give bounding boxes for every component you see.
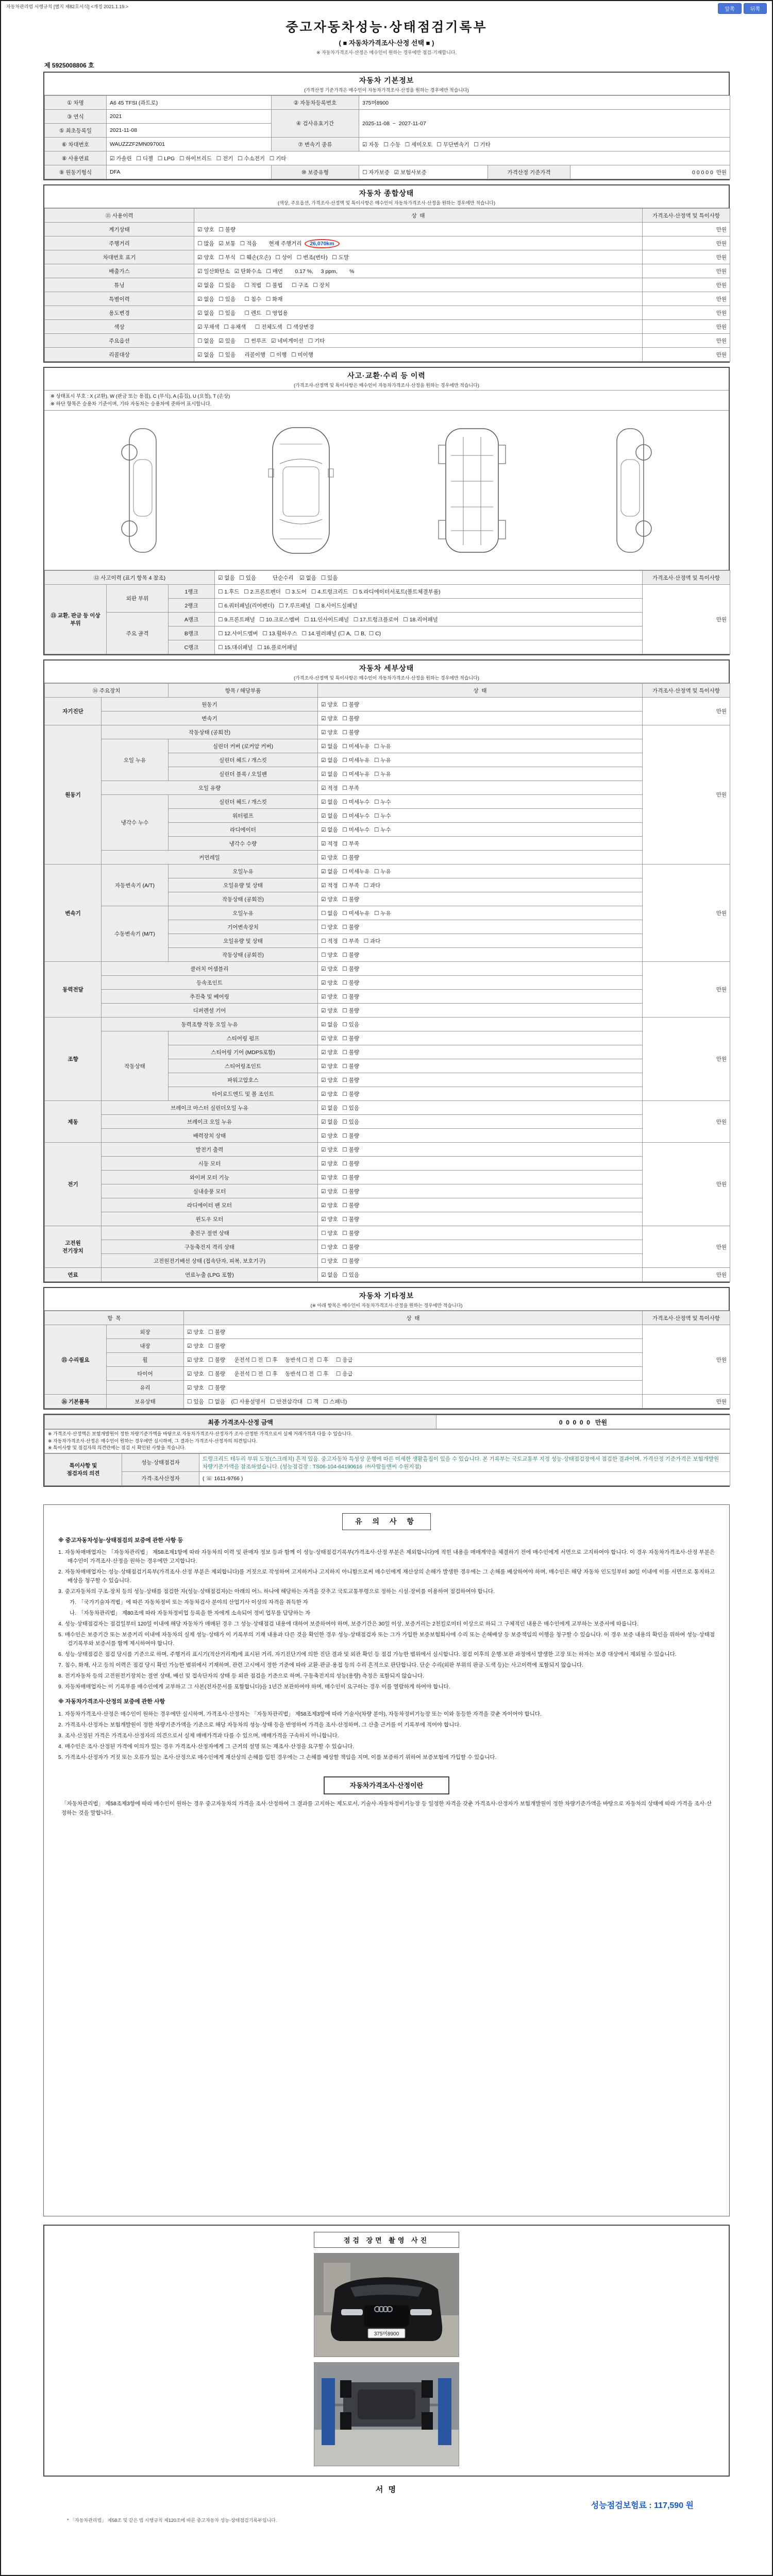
section-note-overall: (색상, 주요옵션, 가격조사·산정액 및 특이사항은 매수인이 자동차가격조사·산정을 원하는 경우에만 적습니다) <box>277 200 496 206</box>
table-cell: 파워고압호스 <box>169 1073 318 1087</box>
table-cell: ⑧ 사용연료 <box>45 151 107 165</box>
table-cell: ☑ 없음 ☐ 미세누유 ☐ 누유 <box>318 753 643 767</box>
legend-line-2: ※ 하단 항목은 승용차 기준이며, 기타 자동차는 승용차에 준하여 표시합니다. <box>51 401 212 408</box>
table-cell: ☑ 양호 ☐ 불량 <box>184 1381 643 1395</box>
table-cell: 추진축 및 베어링 <box>102 990 318 1004</box>
table-cell: ⑥ 차대번호 <box>45 138 107 151</box>
table-cell: 냉각수 누수 <box>102 795 169 851</box>
table-cell: 가격·조사산정자 <box>122 1471 199 1485</box>
table-cell: 최종 가격조사·산정 금액 <box>45 1415 436 1429</box>
table-cell: 실린더 블록 / 오일팬 <box>169 767 318 781</box>
table-cell: ☑ 양호 ☐ 불량 <box>318 1171 643 1184</box>
table-cell: 작동상태 (공회전) <box>102 725 318 739</box>
table-cell: 주행거리 <box>45 236 194 250</box>
table-cell: 상 태 <box>194 209 643 223</box>
table-cell: 배출가스 <box>45 264 194 278</box>
table-cell: 라디에이터 팬 모터 <box>102 1198 318 1212</box>
notice-head-b: ※ 자동차가격조사·산정의 보증에 관한 사항 <box>58 1699 165 1705</box>
table-cell: 만원 <box>643 698 730 725</box>
table-cell: ☑ 적정 ☐ 부족 <box>318 781 643 795</box>
table-cell: ☐ 양호 ☐ 불량 <box>318 1240 643 1254</box>
notice-paragraph: 가. 「국가기술자격법」에 따른 자동차정비 또는 자동차검사 분야의 산업기사 이상의 자격을 취득한 자 <box>70 1599 308 1606</box>
status-mark-legend <box>44 391 729 411</box>
table-cell: ☑ 없음 ☐ 있음 <box>318 1018 643 1031</box>
table-cell: ⑬ 교환, 판금 등 이상 부위 <box>45 585 107 654</box>
table-cell: ☑ 없음 ☐ 있음 ☐ 적법 ☐ 불법 ☐ 구조 ☐ 장치 <box>194 278 643 292</box>
table-cell: ☑ 양호 ☐ 불량 <box>318 1073 643 1087</box>
table-cell: 만원 <box>643 1101 730 1143</box>
table-cell: ☑ 양호 ☐ 불량 <box>318 1198 643 1212</box>
table-cell: 오일유량 및 상태 <box>169 878 318 892</box>
table-cell: 수동변속기 (M/T) <box>102 906 169 962</box>
table-cell: ☑ 양호 ☐ 불량 <box>318 1212 643 1226</box>
table-cell: 상 태 <box>184 1311 643 1325</box>
table-cell: ② 자동차등록번호 <box>272 96 359 110</box>
table-cell: ④ 검사유효기간 <box>272 110 359 138</box>
inspection-photo-front <box>314 2253 459 2357</box>
notice-paragraph: 1. 자동차매매업자는 「자동차관리법」 제58조제1항에 따라 자동차의 이력 및 판매자 정보 등과 함께 이 성능·상태점검기록부(가격조사·산정 부분은 제외합니다)에 적힌 내용을 매매계약을 체결하기 전에 매수인에게 서면으로 고지하여야 합니다. 이 경우 자동차가격조사·산정 부분은 매수인이 가격조사·산정을 원하는 경우에만 고지합니다. <box>58 1549 715 1565</box>
table-cell: 특별이력 <box>45 292 194 306</box>
legend-line-1: ※ 상태표시 부호 : X (교환), W (판금 또는 용접), C (부식), A (흠집), U (요철), T (손상) <box>51 394 230 399</box>
table-cell: ☑ 없음 ☐ 미세누수 ☐ 누수 <box>318 809 643 823</box>
table-cell: 0 0 0 0 0 만원 <box>570 165 730 179</box>
table-cell: 동력조향 작동 오일 누유 <box>102 1018 318 1031</box>
section-detail-condition <box>43 659 730 1283</box>
table-cell: 작동상태 (공회전) <box>169 948 318 962</box>
table-cell: 워터펌프 <box>169 809 318 823</box>
table-cell: ☑ 양호 ☐ 불량 <box>318 1031 643 1045</box>
table-cell: 용도변경 <box>45 306 194 320</box>
table-cell: ☑ 없음 ☐ 미세누유 ☐ 누유 <box>318 739 643 753</box>
table-cell: ① 차명 <box>45 96 107 110</box>
notice-paragraph: 5. 매수인은 보증기간 또는 보증거리 이내에 자동차의 실제 성능·상태가 이 기록부의 기재 내용과 다른 것을 확인한 경우 성능·상태점검자 또는 그가 가입한 보증보험회사에 수리 또는 손해배상 등 보증책임의 이행을 청구할 수 있습니다. 이 경우 보증 내용의 확인을 위하여 성능·상태점검기록부와 보증서를 함께 제시하여야 합니다. <box>58 1632 715 1647</box>
table-cell: 고전원 전기장치 <box>45 1226 102 1268</box>
table-cell: 와이퍼 모터 기능 <box>102 1171 318 1184</box>
table-cell: 배력장치 상태 <box>102 1129 318 1143</box>
table-cell: ☑ 양호 ☐ 불량 운전석 ☐ 전 ☐ 후 동반석 ☐ 전 ☐ 후 ☐ 응급 <box>184 1367 643 1381</box>
table-cell: 브레이크 오일 누유 <box>102 1115 318 1129</box>
table-cell: 만원 <box>643 292 730 306</box>
table-cell: 전기 <box>45 1143 102 1226</box>
table-cell: 클러치 어셈블리 <box>102 962 318 976</box>
table-cell: ☐ 9.프론트패널 ☐ 10.크로스멤버 ☐ 11.인사이드패널 ☐ 17.트렁크플로어 ☐ 18.리어패널 <box>215 613 643 626</box>
inspection-photo-underside <box>314 2362 459 2466</box>
section-title-etc: 자동차 기타정보 <box>359 1292 414 1300</box>
table-cell: ☐ 자가보증 ☑ 보험사보증 <box>359 165 488 179</box>
table-cell: ☐ 적정 ☐ 부족 ☐ 과다 <box>318 934 643 948</box>
table-cell: ☐ 없음 ☐ 미세누유 ☐ 누유 <box>318 906 643 920</box>
etc-info-table <box>44 1311 730 1409</box>
table-cell: ☑ 양호 ☐ 불량 <box>184 1339 643 1353</box>
table-cell: ☐ 1.후드 ☐ 2.프론트펜더 ☐ 3.도어 ☐ 4.트렁크리드 ☐ 5.라디에이터서포트(볼트체결부품) <box>215 585 643 599</box>
notice-paragraph: 5. 가격조사·산정자가 거짓 또는 오류가 있는 조사·산정으로 매수인에게 재산상의 손해를 입힌 경우에는 그 손해를 배상할 책임을 지며, 이를 보증하기 위하여 보증보험에 가입할 수 있습니다. <box>58 1754 497 1761</box>
table-cell: 만원 <box>643 962 730 1018</box>
table-cell: 실린더 헤드 / 개스킷 <box>169 795 318 809</box>
table-cell: 가격조사·산정액 및 특이사항 <box>643 1311 730 1325</box>
signature-label: 서 명 <box>375 2485 398 2494</box>
table-cell: ☑ 양호 ☐ 불량 <box>318 976 643 990</box>
table-cell: 타이로드엔드 및 볼 조인트 <box>169 1087 318 1101</box>
table-cell: ⑤ 최초등록일 <box>45 124 107 138</box>
table-cell: 2랭크 <box>169 599 215 613</box>
table-cell: 차대번호 표기 <box>45 250 194 264</box>
table-cell: 라디에이터 <box>169 823 318 837</box>
table-cell: 브레이크 마스터 실린더오일 누유 <box>102 1101 318 1115</box>
table-cell: ☑ 없음 ☐ 있음 리콜이행 ☐ 이행 ☐ 미이행 <box>194 348 643 362</box>
table-cell: ☑ 없음 ☐ 있음 <box>318 1115 643 1129</box>
notice-head-a: ※ 중고자동차성능·상태점검의 보증에 관한 사항 등 <box>58 1537 183 1544</box>
section-overall-condition <box>43 184 730 363</box>
table-cell: ☑ 일산화탄소 ☑ 탄화수소 ☐ 매연 0.17 %, 3 ppm, % <box>194 264 643 278</box>
table-cell: ☐ 양호 ☐ 불량 <box>318 948 643 962</box>
notice-paragraph: 8. 전기자동차 등의 고전원전기장치는 절연 상태, 배선 및 접속단자의 상태 등 외관 점검을 기준으로 하며, 구동축전지의 성능(용량) 측정은 포함되지 않습니다. <box>58 1673 424 1680</box>
section-note-basic: (가격산정 기준가격은 매수인이 자동차가격조사·산정을 원하는 경우에만 적습니다) <box>304 88 469 93</box>
table-cell: ☑ 양호 ☐ 불량 <box>318 962 643 976</box>
notice-list-a <box>58 1548 715 1691</box>
table-cell: 만원 <box>643 306 730 320</box>
table-cell: ☐ 양호 ☐ 불량 <box>318 1226 643 1240</box>
table-cell: 외장 <box>107 1325 184 1339</box>
basic-info-table <box>44 95 730 179</box>
table-cell: 만원 <box>643 1226 730 1268</box>
section-title-basic: 자동차 기본정보 <box>359 76 414 84</box>
table-cell: ☑ 양호 ☐ 불량 <box>318 1045 643 1059</box>
table-cell: 시동 모터 <box>102 1157 318 1171</box>
table-cell: 내장 <box>107 1339 184 1353</box>
photo-license-plate: 375머8900 <box>374 2331 399 2337</box>
table-cell: ⑩ 보증유형 <box>272 165 359 179</box>
car-diagram-underside-view <box>433 423 511 557</box>
table-cell: 2025-11-08 ~ 2027-11-07 <box>359 110 730 138</box>
section-etc-info <box>43 1287 730 1410</box>
table-cell: ☑ 자동 ☐ 수동 ☐ 세미오토 ☐ 무단변속기 ☐ 기타 <box>359 138 730 151</box>
table-cell: ☑ 없음 ☐ 있음 ☐ 렌트 ☐ 영업용 <box>194 306 643 320</box>
table-cell: A6 45 TFSI (콰트로) <box>107 96 272 110</box>
table-cell: ☑ 없음 ☐ 미세누유 ☐ 누유 <box>318 767 643 781</box>
car-diagram-side-left <box>112 423 169 557</box>
table-cell: ☐ 양호 ☐ 불량 <box>318 1254 643 1268</box>
table-cell: 가격산정 기준가격 <box>488 165 570 179</box>
final-price-note-table <box>44 1429 730 1453</box>
table-cell: 조향 <box>45 1018 102 1101</box>
table-cell: 디퍼렌셜 기어 <box>102 1004 318 1018</box>
photo-section <box>43 2225 730 2477</box>
notice-paragraph: 나. 「자동차관리법」 제80조에 따라 자동차정비업 등록을 한 자에게 소속되어 정비 업무를 담당하는 자 <box>70 1610 311 1617</box>
table-cell: ☑ 양호 ☐ 불량 <box>318 711 643 725</box>
notice-paragraph: 3. 중고자동차의 구조·장치 등의 성능·상태를 점검한 자(성능·상태점검자)는 아래의 어느 하나에 해당하는 자격을 갖추고 국토교통부령으로 정하는 시설·장비를 이용하여 점검하여야 합니다. <box>58 1588 495 1595</box>
table-cell: 계기상태 <box>45 223 194 236</box>
table-cell: ☑ 양호 ☐ 불량 <box>318 1184 643 1198</box>
table-cell: ⑯ 기본품목 <box>45 1395 107 1409</box>
table-cell: 상 태 <box>318 684 643 698</box>
table-cell: 오일 누유 <box>102 739 169 781</box>
table-cell: ☐ 있음 ☐ 없음 (☐ 사용설명서 ☐ 안전삼각대 ☐ 잭 ☐ 스패너) <box>184 1395 643 1409</box>
table-cell: ☑ 양호 ☐ 불량 <box>318 1129 643 1143</box>
table-cell: ☑ 없음 ☐ 있음 단순수리 ☑ 없음 ☐ 있음 <box>215 571 643 585</box>
table-cell: ☑ 없음 ☐ 미세누유 ☐ 누유 <box>318 865 643 878</box>
table-cell: 특이사항 및 점검자의 의견 <box>45 1453 122 1485</box>
table-cell: 만원 <box>643 725 730 865</box>
page-nav <box>718 3 767 14</box>
table-cell: ☑ 적정 ☐ 부족 ☐ 과다 <box>318 878 643 892</box>
notice-title: 유 의 사 항 <box>342 1513 431 1530</box>
table-cell: 트렁크리드 테두리 부위 도장(스크래치) 흔적 있음. 중고자동차 특성상 운행에 따른 미세한 생활흠집이 있을 수 있습니다. 본 기록부는 국토교통부 지정 성능·상태점검장에서 점검한 결과이며, 가격산정 기준가격은 보험개발원 차량기준가액을 참조하였습니다. (성능점검장 : TS06-104-64190616 ㈜사람들앤씨 수원지점) <box>199 1453 730 1471</box>
table-cell: ☑ 양호 ☐ 부식 ☐ 훼손(오손) ☐ 상이 ☐ 변조(변타) ☐ 도말 <box>194 250 643 264</box>
detail-condition-table <box>44 683 730 1282</box>
table-cell: 변속기 <box>102 711 318 725</box>
inspector-opinion-table <box>44 1453 730 1486</box>
table-cell: ☑ 양호 ☐ 불량 운전석 ☐ 전 ☐ 후 동반석 ☐ 전 ☐ 후 ☐ 응급 <box>184 1353 643 1367</box>
table-cell: 실린더 커버 (로커암 커버) <box>169 739 318 753</box>
table-cell: 2021-11-08 <box>107 124 272 138</box>
overall-condition-table <box>44 208 730 362</box>
section-basic-info <box>43 72 730 180</box>
table-cell: 외판 부위 <box>107 585 169 613</box>
table-cell: WAUZZZF2MN097001 <box>107 138 272 151</box>
table-cell: 만원 <box>643 585 730 654</box>
table-cell: 성능·상태점검자 <box>122 1453 199 1471</box>
table-cell: 만원 <box>643 334 730 348</box>
table-cell: 오일 유량 <box>102 781 318 795</box>
car-damage-diagrams <box>44 411 729 570</box>
table-cell: ⑦ 변속기 종류 <box>272 138 359 151</box>
table-cell: 2021 <box>107 110 272 124</box>
table-cell: 만원 <box>643 348 730 362</box>
table-cell: ⑪ 사용이력 <box>45 209 194 223</box>
table-cell: 주요옵션 <box>45 334 194 348</box>
table-cell: 스티어링조인트 <box>169 1059 318 1073</box>
table-cell: ☑ 적정 ☐ 부족 <box>318 837 643 851</box>
table-cell: 작동상태 (공회전) <box>169 892 318 906</box>
document-number: 제 5925008806 호 <box>44 62 94 69</box>
table-cell: 실내송풍 모터 <box>102 1184 318 1198</box>
table-cell: 만원 <box>643 1018 730 1101</box>
notice-list-b <box>58 1710 715 1762</box>
table-cell: 항목 / 해당부품 <box>169 684 318 698</box>
table-cell: ⑮ 수리필요 <box>45 1325 107 1395</box>
notice-paragraph: 3. 조사·산정된 가격은 가격조사·산정자의 의견으로서 실제 매매가격과 다를 수 있으며, 매매가격을 구속하지 아니합니다. <box>58 1733 339 1739</box>
table-cell: ☑ 없음 ☐ 있음 <box>318 1101 643 1115</box>
table-cell: 실린더 헤드 / 개스킷 <box>169 753 318 767</box>
notice-paragraph: 6. 성능·상태점검은 점검 당시를 기준으로 하며, 주행거리 표시기(적산거리계)에 표시된 거리, 자기진단기에 의한 진단 결과 및 외관 확인 등 점검 가능한 범위에서 실시합니다. 점검 이후의 운행·보관 과정에서 발생한 고장 또는 하자는 보증 대상에서 제외될 수 있습니다. <box>58 1651 677 1658</box>
section-note-etc: (※ 아래 항목은 매수인이 자동차가격조사·산정을 원하는 경우에만 적습니다) <box>310 1303 463 1309</box>
section-note-accident: (가격조사·산정액 및 특이사항은 매수인이 자동차가격조사·산정을 원하는 경우에만 적습니다) <box>294 383 479 388</box>
table-cell: 원동기 <box>102 698 318 711</box>
table-cell: 구동축전지 격리 상태 <box>102 1240 318 1254</box>
table-cell: ☑ 양호 ☐ 불량 <box>318 851 643 865</box>
table-cell: 리콜대상 <box>45 348 194 362</box>
table-cell: 만원 <box>643 250 730 264</box>
table-cell: ☑ 무채색 ☐ 유채색 ☐ 전체도색 ☐ 색상변경 <box>194 320 643 334</box>
table-cell: 자기진단 <box>45 698 102 725</box>
table-cell: 스티어링 기어 (MDPS포함) <box>169 1045 318 1059</box>
title-block <box>43 17 730 56</box>
table-cell: ☐ 15.대쉬패널 ☐ 16.플로어패널 <box>215 640 643 654</box>
table-cell: 연료 <box>45 1268 102 1282</box>
legal-footnote: * 「자동차관리법」 제58조 및 같은 법 시행규칙 제120조에 따른 중고자동차 성능·상태점검기록부입니다. <box>67 2517 277 2523</box>
table-cell: ☑ 양호 ☐ 불량 <box>318 990 643 1004</box>
table-cell: ☐ 많음 ☑ 보통 ☐ 적음 현재 주행거리 26,070km <box>194 236 643 250</box>
table-cell: 가격조사·산정액 및 특이사항 <box>643 684 730 698</box>
table-cell: 고전원전기배선 상태 (접속단자, 피복, 보호기구) <box>102 1254 318 1268</box>
table-cell: ☑ 양호 ☐ 불량 <box>318 892 643 906</box>
table-cell: ☑ 양호 ☐ 불량 <box>318 1004 643 1018</box>
table-cell: 만원 <box>643 264 730 278</box>
table-cell: 작동상태 <box>102 1031 169 1101</box>
table-cell: 오일누유 <box>169 906 318 920</box>
table-cell: ☑ 양호 ☐ 불량 <box>318 1059 643 1073</box>
notice-paragraph: 9. 자동차매매업자는 이 기록부를 매수인에게 교부하고 그 사본(전자문서를 포함합니다)을 1년간 보관하여야 하며, 매수인이 요구하는 경우 이를 열람하게 하여야 합니다. <box>58 1684 450 1690</box>
table-cell: ③ 연식 <box>45 110 107 124</box>
table-cell: ⑨ 원동기형식 <box>45 165 107 179</box>
table-cell: 발전기 출력 <box>102 1143 318 1157</box>
table-cell: 항 목 <box>45 1311 184 1325</box>
table-cell: ☑ 가솔린 ☐ 디젤 ☐ LPG ☐ 하이브리드 ☐ 전기 ☐ 수소전기 ☐ 기타 <box>107 151 730 165</box>
table-cell: 기어변속장치 <box>169 920 318 934</box>
table-cell: 자동변속기 (A/T) <box>102 865 169 906</box>
table-cell: 색상 <box>45 320 194 334</box>
table-cell: ☑ 양호 ☐ 불량 <box>318 1157 643 1171</box>
back-page-button[interactable]: 뒤쪽 <box>744 3 767 14</box>
table-cell: 만원 <box>643 236 730 250</box>
section-title-detail: 자동차 세부상태 <box>359 664 414 673</box>
car-diagram-top-view <box>262 423 340 557</box>
price-definition-text: 「자동차관리법」 제58조제3항에 따라 매수인이 원하는 경우 중고자동차의 가격을 조사·산정하여 그 결과를 고지하는 제도로서, 기술사·자동차정비기능장 등 일정한 자격을 갖춘 가격조사·산정자가 보험개발원이 정한 차량기준가액을 바탕으로 자동차의 상태에 따라 가격을 조사·산정하는 것을 말합니다. <box>61 1801 712 1816</box>
table-cell: ☐ 12.사이드멤버 ☐ 13.휠하우스 ☐ 14.필러패널 (☐ A, ☐ B, ☐ C) <box>215 626 643 640</box>
table-cell: 가격조사·산정액 및 특이사항 <box>643 571 730 585</box>
table-cell: 오일유량 및 상태 <box>169 934 318 948</box>
table-cell: 동력전달 <box>45 962 102 1018</box>
table-cell: DFA <box>107 165 272 179</box>
table-cell: 휠 <box>107 1353 184 1367</box>
table-cell: ☑ 양호 ☐ 불량 <box>194 223 643 236</box>
table-cell: A랭크 <box>169 613 215 626</box>
notice-paragraph: 7. 침수, 화재, 사고 등의 이력은 점검 당시 확인 가능한 범위에서 기재하며, 관련 고시에서 정한 기준에 따라 교환·판금·용접 등의 수리 흔적으로 판단합니다. 단순 수리(외판 부위의 판금·도색 등)는 사고이력에 포함되지 않습니다. <box>58 1662 584 1669</box>
table-cell: 등속조인트 <box>102 976 318 990</box>
price-definition-title: 자동차가격조사·산정이란 <box>324 1776 449 1794</box>
table-cell: ( ☏ 1611-9766 ) <box>199 1471 730 1485</box>
table-cell: ☑ 없음 ☐ 있음 <box>318 1268 643 1282</box>
table-cell: 윈도우 모터 <box>102 1212 318 1226</box>
table-cell: 만원 <box>643 1268 730 1282</box>
table-cell: 주요 골격 <box>107 613 169 654</box>
table-cell: 타이어 <box>107 1367 184 1381</box>
table-cell: B랭크 <box>169 626 215 640</box>
table-cell: ☑ 없음 ☐ 있음 ☐ 침수 ☐ 화재 <box>194 292 643 306</box>
table-cell: 만원 <box>643 320 730 334</box>
table-cell: ☐ 6.쿼터패널(리어펜더) ☐ 7.루프패널 ☐ 8.사이드실패널 <box>215 599 643 613</box>
final-price-table <box>44 1415 730 1429</box>
notice-paragraph: 1. 자동차가격조사·산정은 매수인이 원하는 경우에만 실시하며, 가격조사·산정자는 「자동차관리법」 제58조제3항에 따라 기술사(차량 분야), 자동차정비기능장 또는 이와 동등한 자격을 갖춘 자이어야 합니다. <box>58 1711 542 1718</box>
current-mileage-highlight: 26,070km <box>305 239 339 248</box>
table-cell: ☐ 없음 ☑ 있음 ☐ 썬루프 ☑ 네비게이션 ☐ 기타 <box>194 334 643 348</box>
table-cell: ☑ 양호 ☐ 불량 <box>184 1325 643 1339</box>
table-cell: ☑ 양호 ☐ 불량 <box>318 725 643 739</box>
table-cell: 충전구 절연 상태 <box>102 1226 318 1240</box>
table-cell: 튜닝 <box>45 278 194 292</box>
table-cell: 0 0 0 0 0 만원 <box>436 1415 730 1429</box>
table-cell: 유리 <box>107 1381 184 1395</box>
table-cell: 오일누유 <box>169 865 318 878</box>
table-cell: 원동기 <box>45 725 102 865</box>
table-cell: ☑ 양호 ☐ 불량 <box>318 1143 643 1157</box>
table-cell: 1랭크 <box>169 585 215 599</box>
table-cell: 만원 <box>643 223 730 236</box>
table-cell: C랭크 <box>169 640 215 654</box>
inspection-insurance-fee: 성능점검보험료 : 117,590 원 <box>591 2501 694 2510</box>
table-cell: 만원 <box>643 1325 730 1395</box>
table-cell: 연료누출 (LPG 포함) <box>102 1268 318 1282</box>
document-title: 중고자동차성능·상태점검기록부 <box>285 20 488 35</box>
table-cell: ☑ 없음 ☐ 미세누수 ☐ 누수 <box>318 823 643 837</box>
top-bar <box>1 1 772 14</box>
notice-paragraph: 2. 가격조사·산정자는 보험개발원이 정한 차량기준가액을 기준으로 해당 자동차의 성능·상태 등을 반영하여 가격을 조사·산정하며, 그 산출 근거를 이 기록부에 적어야 합니다. <box>58 1722 461 1728</box>
table-cell: 만원 <box>643 1395 730 1409</box>
form-reference: 자동차관리법 시행규칙 [별지 제82호서식] <개정 2021.1.19.> <box>6 4 129 9</box>
notice-paragraph: 2. 자동차매매업자는 성능·상태점검기록부(가격조사·산정 부분은 제외합니다)를 거짓으로 작성하여 고지하거나 고지하지 아니함으로써 매수인에게 재산상의 손해가 발생한 경우에는 그 손해를 배상하여야 하며, 매수인은 해당 자동차 인도일부터 30일 이내에 이를 서면으로 통지하고 배상을 청구할 수 있습니다. <box>58 1569 715 1584</box>
table-cell: 제동 <box>45 1101 102 1143</box>
notice-section <box>43 1504 730 2216</box>
table-cell: 커먼레일 <box>102 851 318 865</box>
notice-paragraph: 4. 매수인은 조사·산정된 가격에 이의가 있는 경우 가격조사·산정자에게 그 근거의 설명 또는 재조사·산정을 요구할 수 있습니다. <box>58 1743 355 1750</box>
table-cell: 가격조사·산정액 및 특이사항 <box>643 209 730 223</box>
table-cell: 냉각수 수량 <box>169 837 318 851</box>
table-cell: ⑭ 주요장치 <box>45 684 169 698</box>
table-cell: 보유상태 <box>107 1395 184 1409</box>
photo-section-title: 점검 장면 촬영 사진 <box>314 2232 459 2248</box>
table-cell: ※ 가격조사·산정액은 보험개발원이 정한 차량기준가액을 바탕으로 자동차가격조사·산정자가 조사·산정한 가격으로서 실제 거래가격과 다를 수 있습니다. ※ 자동차가격조사·산정은 매수인이 원하는 경우에만 실시하며, 그 결과는 가격조사·산정자의 의견입니다. ※ 특이사항 및 점검자의 의견란에는 점검 시 확인된 사항을 적습니다. <box>45 1430 730 1453</box>
table-cell: ☑ 양호 ☐ 불량 <box>318 1087 643 1101</box>
table-cell: 만원 <box>643 1143 730 1226</box>
final-price-block <box>43 1414 730 1487</box>
section-note-detail: (가격조사·산정액 및 특이사항은 매수인이 자동차가격조사·산정을 원하는 경우에만 적습니다) <box>294 675 479 681</box>
document-subtitle: ( ■ 자동차가격조사·산정 선택 ■ ) <box>339 39 434 47</box>
notice-paragraph: 4. 성능·상태점검자는 점검일부터 120일 이내에 해당 자동차가 매매된 경우 그 성능·상태점검 내용에 대하여 보증하여야 하며, 보증기간은 30일 이상, 보증거리는 2천킬로미터 이상으로 하되 그 구체적인 내용은 매수인에게 교부하는 보증서에 따릅니다. <box>58 1621 639 1628</box>
table-cell: 만원 <box>643 865 730 962</box>
section-accident-history <box>43 367 730 655</box>
table-cell: ⑫ 사고이력 (표기 항목 4 참조) <box>45 571 215 585</box>
table-cell: ☐ 양호 ☐ 불량 <box>318 920 643 934</box>
table-cell: 375머8900 <box>359 96 730 110</box>
table-cell: 스티어링 펌프 <box>169 1031 318 1045</box>
car-diagram-side-right <box>604 423 661 557</box>
document-subnote: ※ 자동차가격조사·산정은 매수인이 원하는 경우에만 점검·기재합니다. <box>316 50 457 55</box>
table-cell: ☑ 양호 ☐ 불량 <box>318 698 643 711</box>
table-cell: 변속기 <box>45 865 102 962</box>
accident-history-table <box>44 570 730 654</box>
table-cell: ☑ 없음 ☐ 미세누수 ☐ 누수 <box>318 795 643 809</box>
section-title-overall: 자동차 종합상태 <box>359 189 414 197</box>
table-cell: 만원 <box>643 278 730 292</box>
section-title-accident: 사고·교환·수리 등 이력 <box>347 371 426 380</box>
front-page-button[interactable]: 앞쪽 <box>718 3 741 14</box>
